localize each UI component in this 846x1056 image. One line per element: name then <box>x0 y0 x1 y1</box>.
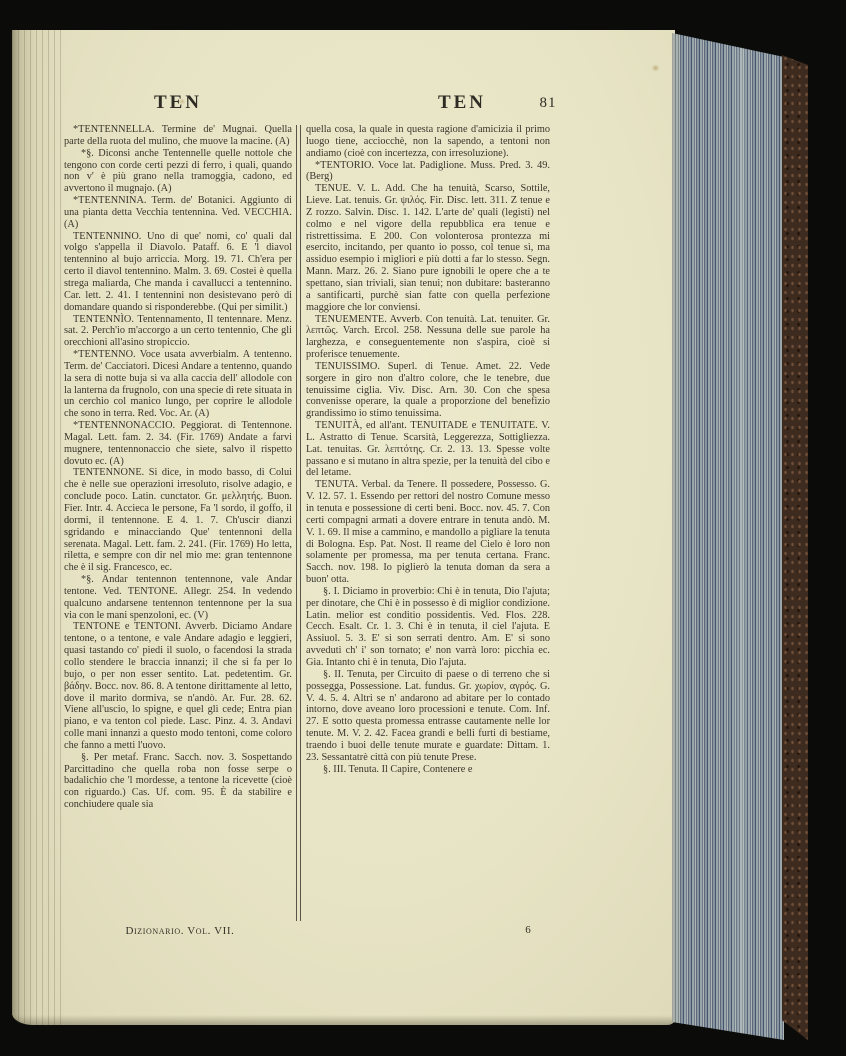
paragraph: *TENTENNELLA. Termine de' Mugnai. Quella parte della ruota del mulino, che muove la macine. (A) <box>64 124 292 147</box>
paragraph: *§. Andar tentennon tentennone, vale Andar tentone. Ved. TENTONE. Allegr. 254. In vedendo qualcuno andarsene tentennon tentennone per la sua via con le mani spenzoloni, ec. (V) <box>64 574 292 621</box>
running-head-right: TEN <box>437 92 487 113</box>
paragraph: TENTONE e TENTONI. Avverb. Diciamo Andare tentone, o a tentone, e vale Andare adagio e leggieri, quasi tastando co' piedi il suolo, o facendosi la strada collo stendere le braccia innanzi; il che si fa per lo bujo, o per non esser sentito. Lat. pedetentim. Gr. βάδην. Bocc. nov. 86. 8. A tentone dirittamente al letto, dove il marito dormiva, se n'andò. Ar. Fur. 28. 62. Viene all'uscio, lo spigne, e quel gli cede; Entra pian piano, e va tenton col piede. Lasc. Pinz. 4. 3. Andavi colle mani innanzi a questo modo tentoni, come coloro che fanno a metti l'uovo. <box>64 621 292 751</box>
paragraph: §. Per metaf. Franc. Sacch. nov. 3. Sospettando Parcittadino che quella roba non fosse serpe o badalichio che 'l mordesse, a tentone la ricevette (cioè con riguardo.) Cas. Uf. com. 95. È da stabilire e conchiudere quale sia <box>64 751 292 811</box>
paragraph: quella cosa, la quale in questa ragione d'amicizia il primo luogo tiene, acciocchè, non la sapendo, a tentoni non andiamo (cioè con incertezza, con irresoluzione). <box>306 124 550 159</box>
paragraph: §. II. Tenuta, per Circuito di paese o di terreno che si possegga, Possessione. Lat. fundus. Gr. χωρίον, αγρός. G. V. 4. 5. 4. Altri se n' andarono ad abitare per lo contado intorno, dove aveano loro processioni e tenute. Com. Inf. 27. E sotto questa promessa entrasse cautamente nelle lor tenute. M. V. 2. 42. Facea grandi e belli furti di bestiame, traendo i buoi delle tenute murate e guardate: Dittam. 1. 23. Sessantatrè città con più tenute Prese. <box>306 668 550 763</box>
paragraph: TENUE. V. L. Add. Che ha tenuità, Scarso, Sottile, Lieve. Lat. tenuis. Gr. ψιλός. Fir. Disc. lett. 311. Z tenue e Z rozzo. Salvin. Disc. 1. 142. L'arte de' quali (legisti) nel colmo e nel vigore della repubblica era tenue e ristrettissima. E 200. Con volonterosa prontezza mi esercito, incitando, per quanto io posso, col tenue sì, ma assiduo esempio i migliori e più dotti a far lo stesso. Segn. Mann. Marz. 26. 2. Siano pure ignobili le opere che a te spettano, sian triviali, sian tenui; non dubitare: basteranno a santificarti, purchè sian fatte con quella perfezione maggiore che lor conviensi. <box>306 183 550 313</box>
paragraph: TENUTA. Verbal. da Tenere. Il possedere, Possesso. G. V. 12. 57. 1. Essendo per rettori del nostro Comune messo in tenuta e possessione di certi beni. Bocc. nov. 45. 7. Con certi compagni armati a dovere entrare in tenuta andò. M. V. 1. 69. Il mise a cammino, e mandollo a pigliare la tenuta di Bologna. Esp. Pat. Nost. Il reame del Cielo è loro non solamente per promessa, ma per tenuta certana. Franc. Sacch. nov. 198. Io piglierò la tenuta doman da sera a buon' otta. <box>306 479 550 586</box>
book-fore-edge-pages <box>672 30 784 1042</box>
column-divider-rule <box>296 125 301 921</box>
right-column-text <box>306 124 550 775</box>
gutter-page-edges <box>12 30 64 1025</box>
paragraph: TENTENNÌO. Tentennamento, Il tentennare. Menz. sat. 2. Perch'io m'accorgo a un certo tentennìo, Che gli orecchioni all'asino stropiccio. <box>64 313 292 349</box>
paragraph: *TENTENNONACCIO. Peggiorat. di Tentennone. Magal. Lett. fam. 2. 34. (Fir. 1769) Andate a farvi mugnere, tentennonaccio che siete, salvo il rispetto dovuto ec. (A) <box>64 420 292 467</box>
signature-mark: 6 <box>525 924 531 936</box>
paragraph: TENUISSIMO. Superl. di Tenue. Amet. 22. Vede sorgere in giro non d'altro colore, che le tenebre, due tenuissime ciglia. Viv. Disc. Arn. 30. Con che spesa convenisse operare, la quale a proporzione del benefizio grandissimo io stimo tenuissima. <box>306 360 550 420</box>
paragraph: TENTENNINO. Uno di que' nomi, co' quali dal volgo s'appella il Diavolo. Pataff. 6. E 'l diavol tentennino al bujo arriccia. Morg. 19. 71. Ch'era per certo il diavol tentennino. Malm. 3. 69. Costei è quella strega maliarda, Che manda i cavallucci a tentennino. Car. lett. 2. 41. I tentennini non desistevano però di domandare quando si risponderebbe. (Qui per similit.) <box>64 230 292 313</box>
paragraph: TENUITÀ, ed all'ant. TENUITADE e TENUITATE. V. L. Astratto di Tenue. Scarsità, Leggerezza, Sottigliezza. Lat. tenuitas. Gr. λεπτότης. Cr. 2. 13. 13. Spesse volte passano e si mutano in altra spezie, per la tenuità del cibo e del letame. <box>306 420 550 479</box>
paragraph: *TENTENNINA. Term. de' Botanici. Aggiunto di una pianta detta Vecchia tentennina. Ved. VECCHIA. (A) <box>64 195 292 230</box>
paragraph: *§. Diconsi anche Tentennelle quelle nottole che tengono con corde certi pezzi di ferro, i quali, quando non v' è più grano nella tramoggia, cadono, ed avvertono il mugnajo. (A) <box>64 147 292 195</box>
paragraph: §. III. Tenuta. Il Capire, Contenere e <box>323 763 473 775</box>
foxing-spot <box>653 66 658 70</box>
running-head-left: TEN <box>153 92 203 113</box>
left-column-text <box>64 124 292 811</box>
paragraph: *TENTORIO. Voce lat. Padiglione. Muss. Pred. 3. 49. (Berg) <box>306 159 550 183</box>
book-cover-board <box>782 45 808 1040</box>
volume-imprint: Dizionario. Vol. VII. <box>125 925 235 937</box>
paragraph: *TENTENNO. Voce usata avverbialm. A tentenno. Term. de' Cacciatori. Dicesi Andare a tentenno, quando la sera di notte buja si va alla caccia dell' allodole con la lanterna da frugnolo, con una specie di rete situata in un cerchio col manico lungo, per coprire le allodole che sono in terra. Red. Voc. Ar. (A) <box>64 349 292 420</box>
page-bottom-shadow <box>12 1015 675 1025</box>
page-number: 81 <box>539 95 557 111</box>
paragraph: TENTENNONE. Si dice, in modo basso, di Colui che è nelle sue operazioni irresoluto, risolve adagio, e conclude poco. Latin. cunctator. Gr. μελλητής. Buon. Fier. Intr. 4. Accieca le persone, Fa 'l sordo, il goffo, il dormi, il tentennone. E 4. 1. 7. Ch'uscir dianzi sgridando e minacciando Que' tentennoni della serenata. Magal. Lett. fam. 2. 241. (Fir. 1769) Ho letta, riletta, e sempre con dir nel mio me: gran tentennone che è il sig. Francesco, ec. <box>64 467 292 574</box>
paragraph: TENUEMENTE. Avverb. Con tenuità. Lat. tenuiter. Gr. λεπτῶς. Varch. Ercol. 258. Nessuna delle sue parole ha larghezza, e conseguentemente non s'aspira, cioè si proferisce tenuemente. <box>306 313 550 361</box>
paragraph: §. I. Diciamo in proverbio: Chi è in tenuta, Dio l'ajuta; per dinotare, che Chi è in possesso è di miglior condizione. Latin. melior est conditio possidentis. Ved. Flos. 228. Cecch. Esalt. Cr. 1. 3. Chi è in tenuta, il ciel l'ajuta. E Assiuol. 5. 3. E' si son serrati dentro. Am. E' si sono avveduti ch' i' son tornato; e' non varrà loro: picchia ec. Gia. Intanto chi è in tenuta, Dio l'ajuta. <box>306 585 550 668</box>
